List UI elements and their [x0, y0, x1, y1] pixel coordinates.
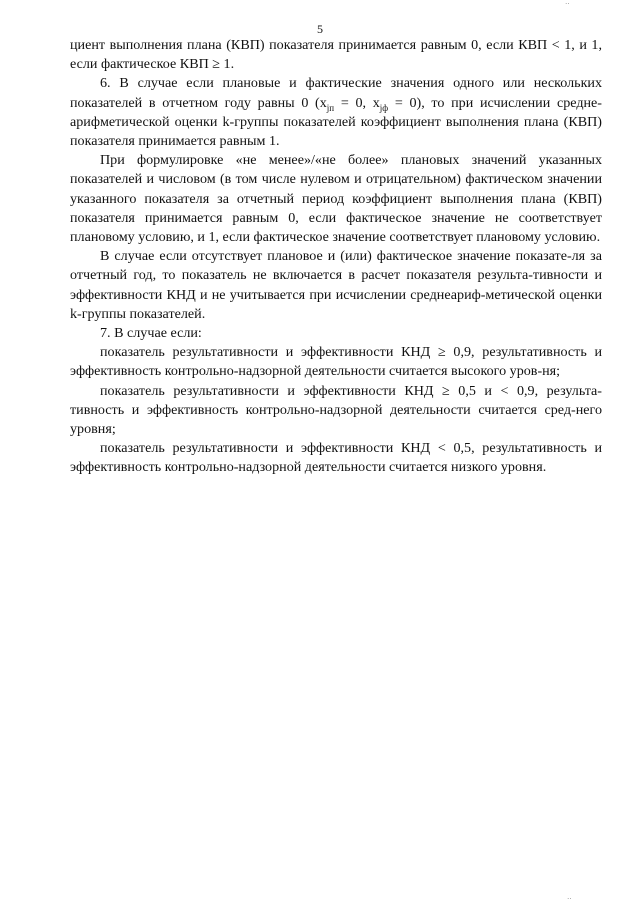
paragraph-text: = 0, x — [334, 94, 380, 111]
paragraph-text: 6. В случае если плановые и фактические значения одного или нескольких показателей в отчетном году равны 0 (x — [70, 75, 602, 111]
subscript-plan: jп — [326, 102, 335, 113]
paragraph-text: = 0), то при исчислении средне-арифметической оценки k-группы показателей коэффициент выполнения плана (КВП) показателя принимается равным 1. — [70, 94, 602, 150]
paragraph-missing-values: В случае если отсутствует плановое и (или) фактическое значение показате-ля за отчетный год, то показатель не включается в расчет показателя результа-тивности и эффективности КНД и не учитывается при исчислении среднеариф-метической оценки k-группы показателей. — [70, 248, 602, 322]
paragraph-high-level: показатель результативности и эффективности КНД ≥ 0,9, результативность и эффективность контрольно-надзорной деятельности считается высокого уров-ня; — [70, 344, 602, 380]
paragraph-item-7: 7. В случае если: — [100, 325, 202, 342]
paragraph-medium-level: показатель результативности и эффективности КНД ≥ 0,5 и < 0,9, результа-тивность и эффективность контрольно-надзорной деятельности считается сред-него уровня; — [70, 382, 602, 438]
page-number: 5 — [317, 22, 323, 36]
document-body — [70, 36, 602, 478]
paragraph-wording-rule: При формулировке «не менее»/«не более» плановых значений указанных показателей и числовом (в том числе нулевом и отрицательном) фактическом значении указанного показателя за отчетный период коэффициент выполнения плана (КВП) показателя принимается равным 0, если фактическое значение не соответствует плановому условию, и 1, если фактическое значение соответствует плановому условию. — [70, 152, 602, 246]
paragraph-low-level: показатель результативности и эффективности КНД < 0,5, результативность и эффективность контрольно-надзорной деятельности считается низкого уровня. — [70, 440, 602, 476]
scan-corner-mark-bottom: ·· — [567, 895, 572, 903]
subscript-fact: jф — [379, 102, 389, 113]
scan-corner-mark-top: ·· — [565, 0, 570, 8]
paragraph-item-6 — [70, 74, 602, 151]
paragraph-continuation: циент выполнения плана (КВП) показателя принимается равным 0, если КВП < 1, и 1, если фактическое КВП ≥ 1. — [70, 37, 602, 73]
